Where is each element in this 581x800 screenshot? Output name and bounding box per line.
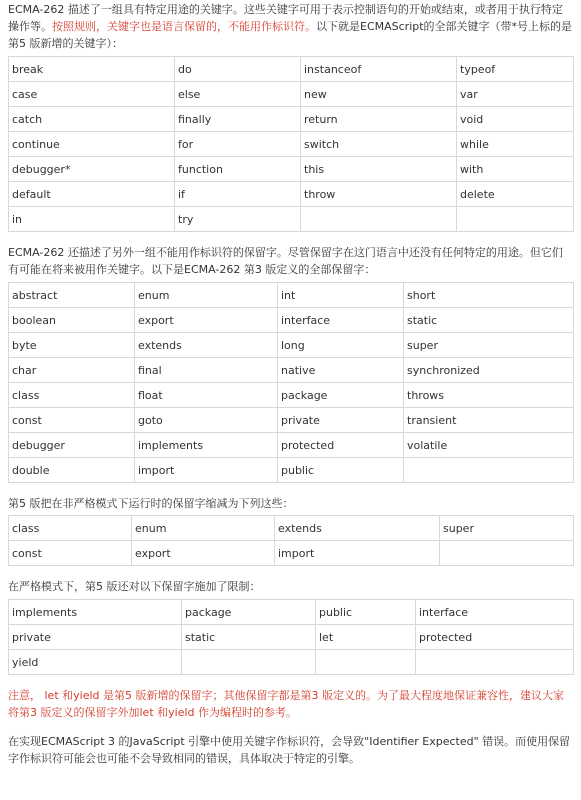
nonstrict-row [9, 541, 574, 566]
table-cell: volatile [404, 433, 574, 458]
reserved-intro: ECMA-262 还描述了另外一组不能用作标识符的保留字。尽管保留字在这门语言中还没有任何特定的用途。但它们有可能在将来被用作关键字。以下是ECMA-262 第3 版定义的全部保留字： [8, 246, 563, 276]
nonstrict-reserved-table [8, 515, 574, 566]
keywords-intro [8, 0, 573, 52]
table-cell: delete [457, 182, 574, 207]
table-cell: if [175, 182, 301, 207]
keyword-row [9, 207, 574, 232]
table-cell: this [301, 157, 457, 182]
table-cell: const [9, 408, 135, 433]
reserved-row [9, 308, 574, 333]
strict-reserved-table [8, 599, 574, 675]
table-cell: protected [278, 433, 404, 458]
table-cell: for [175, 132, 301, 157]
table-cell: return [301, 107, 457, 132]
table-cell: extends [275, 516, 440, 541]
table-cell: void [457, 107, 574, 132]
keyword-row [9, 107, 574, 132]
reserved-row [9, 383, 574, 408]
strict-intro: 在严格模式下，第5 版还对以下保留字施加了限制： [8, 580, 261, 593]
table-cell: while [457, 132, 574, 157]
table-cell: class [9, 516, 132, 541]
keywords-rule-highlight: 按照规则，关键字也是语言保留的，不能用作标识符。 [52, 20, 316, 33]
table-cell: try [175, 207, 301, 232]
table-cell: enum [132, 516, 275, 541]
table-cell [416, 650, 574, 675]
table-cell: var [457, 82, 574, 107]
reserved-row [9, 283, 574, 308]
table-cell: instanceof [301, 57, 457, 82]
table-cell: throw [301, 182, 457, 207]
table-cell: float [135, 383, 278, 408]
table-cell: static [404, 308, 574, 333]
table-cell: goto [135, 408, 278, 433]
table-cell: throws [404, 383, 574, 408]
compatibility-note: 注意， let 和yield 是第5 版新增的保留字；其他保留字都是第3 版定义的。为了最大程度地保证兼容性，建议大家将第3 版定义的保留字外加let 和yield 作为编程时的参考。 [8, 689, 564, 719]
keywords-table [8, 56, 574, 232]
table-cell: case [9, 82, 175, 107]
keyword-row [9, 157, 574, 182]
table-cell: super [440, 516, 574, 541]
table-cell: default [9, 182, 175, 207]
table-cell: interface [416, 600, 574, 625]
keyword-row [9, 82, 574, 107]
reserved-row [9, 458, 574, 483]
table-cell: char [9, 358, 135, 383]
table-cell: else [175, 82, 301, 107]
table-cell: byte [9, 333, 135, 358]
table-cell: continue [9, 132, 175, 157]
table-cell: super [404, 333, 574, 358]
keyword-row [9, 57, 574, 82]
table-cell: private [9, 625, 182, 650]
table-cell: extends [135, 333, 278, 358]
table-cell: int [278, 283, 404, 308]
table-cell: final [135, 358, 278, 383]
reserved-row [9, 358, 574, 383]
table-cell: import [275, 541, 440, 566]
table-cell: long [278, 333, 404, 358]
table-cell: switch [301, 132, 457, 157]
table-cell: implements [135, 433, 278, 458]
table-cell: class [9, 383, 135, 408]
table-cell: enum [135, 283, 278, 308]
table-cell: do [175, 57, 301, 82]
reserved-row [9, 333, 574, 358]
table-cell [440, 541, 574, 566]
table-cell: package [278, 383, 404, 408]
table-cell: const [9, 541, 132, 566]
table-cell [182, 650, 316, 675]
reserved-words-table [8, 282, 574, 483]
table-cell: transient [404, 408, 574, 433]
table-cell [404, 458, 574, 483]
table-cell: catch [9, 107, 175, 132]
table-cell: function [175, 157, 301, 182]
strict-row [9, 600, 574, 625]
reserved-row [9, 433, 574, 458]
table-cell [316, 650, 416, 675]
nonstrict-row [9, 516, 574, 541]
table-cell: break [9, 57, 175, 82]
reserved-row [9, 408, 574, 433]
table-cell: package [182, 600, 316, 625]
table-cell: with [457, 157, 574, 182]
table-cell: static [182, 625, 316, 650]
keywords-intro-text: ECMA-262 描述了一组具有特定用途的关键字。这些关键字可用于表示控制语句的开始或结束，或者用于执行特定操作等。 [8, 3, 563, 33]
table-cell: new [301, 82, 457, 107]
table-cell: short [404, 283, 574, 308]
table-cell: synchronized [404, 358, 574, 383]
table-cell: abstract [9, 283, 135, 308]
table-cell [457, 207, 574, 232]
nonstrict-intro: 第5 版把在非严格模式下运行时的保留字缩减为下列这些： [8, 497, 294, 510]
table-cell: yield [9, 650, 182, 675]
keyword-row [9, 182, 574, 207]
table-cell: protected [416, 625, 574, 650]
table-cell: typeof [457, 57, 574, 82]
table-cell: private [278, 408, 404, 433]
table-cell: debugger [9, 433, 135, 458]
strict-row [9, 625, 574, 650]
table-cell: double [9, 458, 135, 483]
table-cell: boolean [9, 308, 135, 333]
engine-error-note: 在实现ECMAScript 3 的JavaScript 引擎中使用关键字作标识符，会导致"Identifier Expected" 错误。而使用保留字作标识符可能会也可能不会导致相同的错误，具体取决于特定的引擎。 [8, 735, 571, 765]
table-cell: finally [175, 107, 301, 132]
table-cell: export [135, 308, 278, 333]
table-cell: export [132, 541, 275, 566]
table-cell: import [135, 458, 278, 483]
keywords-intro-tail: 以下就是ECMAScript的全部关键字（带*号上标的是第5 版新增的关键字）： [8, 20, 573, 50]
table-cell: native [278, 358, 404, 383]
table-cell: implements [9, 600, 182, 625]
table-cell: public [316, 600, 416, 625]
table-cell: let [316, 625, 416, 650]
keyword-row [9, 132, 574, 157]
table-cell: in [9, 207, 175, 232]
table-cell: interface [278, 308, 404, 333]
table-cell: public [278, 458, 404, 483]
table-cell: debugger* [9, 157, 175, 182]
table-cell [301, 207, 457, 232]
strict-row [9, 650, 574, 675]
